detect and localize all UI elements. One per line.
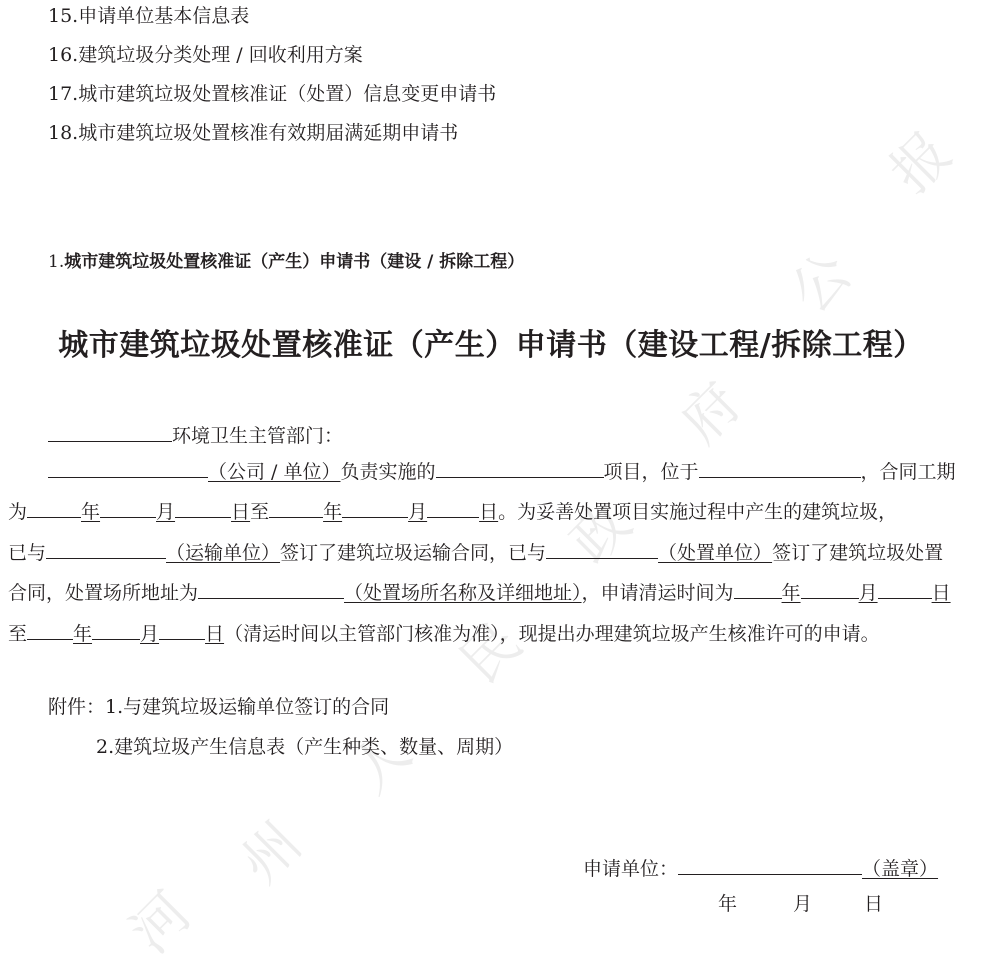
year-label: 年 [81,501,101,523]
month-label: 月 [408,501,428,523]
toc-item: 16.建筑垃圾分类处理 / 回收利用方案 [48,44,363,66]
project-located-text: 项目，位于 [603,461,699,483]
watermark-char: 州 [228,810,314,896]
day-label: 日 [931,582,951,604]
end-day-blank[interactable] [427,496,479,518]
signed-disposal-text: 签订了建筑垃圾处置 [772,542,944,564]
purpose-text: 。为妥善处置项目实施过程中产生的建筑垃圾， [498,501,898,523]
clear-end-month-blank[interactable] [92,618,140,640]
tail-text: （清运时间以主管部门核准为准），现提出办理建筑垃圾产生核准许可的申请。 [224,623,880,645]
transport-unit-blank[interactable] [46,537,166,559]
clear-month-blank[interactable] [801,577,859,599]
attachment-2: 2.建筑垃圾产生信息表（产生种类、数量、周期） [96,736,514,758]
toc-item: 17.城市建筑垃圾处置核准证（处置）信息变更申请书 [48,83,497,105]
day-label: 日 [231,501,251,523]
site-hint: （处置场所名称及详细地址） [344,582,582,604]
signature-date [718,892,883,916]
company-hint: （公司 / 单位） [208,461,341,483]
end-year-blank[interactable] [269,496,323,518]
form-line-4 [8,537,943,565]
form-line-3 [8,496,897,524]
seal-hint: （盖章） [862,858,939,880]
clear-day-blank[interactable] [878,577,932,599]
section-number: 1. [48,252,65,272]
wei-text: 为 [8,501,28,523]
document-title: 城市建筑垃圾处置核准证（产生）申请书（建设工程/拆除工程） [58,328,924,363]
attachment-1: 附件：1.与建筑垃圾运输单位签订的合同 [48,696,390,718]
signature-line [583,853,938,881]
year-label: 年 [718,893,738,915]
toc-item: 18.城市建筑垃圾处置核准有效期届满延期申请书 [48,122,459,144]
month-label: 月 [156,501,176,523]
start-day-blank[interactable] [175,496,231,518]
month-label: 月 [793,893,813,915]
toc-item: 15.申请单位基本信息表 [48,5,250,27]
month-label: 月 [140,623,160,645]
form-line-2 [48,456,956,484]
already-with-text: 已与 [8,542,47,564]
location-blank[interactable] [699,456,861,478]
end-month-blank[interactable] [342,496,408,518]
watermark-char: 政 [558,490,644,576]
watermark-char: 报 [878,120,964,206]
disposal-unit-hint: （处置单位） [658,542,773,564]
year-label: 年 [73,623,93,645]
watermark-char: 人 [338,720,424,806]
transport-unit-hint: （运输单位） [166,542,281,564]
to-text: 至 [8,623,28,645]
clear-time-text: ，申请清运时间为 [581,582,734,604]
responsible-text: 负责实施的 [340,461,436,483]
company-blank[interactable] [48,456,208,478]
day-label: 日 [205,623,225,645]
clear-end-year-blank[interactable] [27,618,73,640]
applicant-blank[interactable] [678,853,862,875]
watermark-char: 河 [118,880,204,966]
clear-year-blank[interactable] [734,577,782,599]
dept-label: 环境卫生主管部门： [172,425,344,447]
section-label: 城市建筑垃圾处置核准证（产生）申请书（建设 / 拆除工程） [64,252,525,272]
dept-blank[interactable] [48,420,172,442]
applicant-label: 申请单位： [583,858,679,880]
start-year-blank[interactable] [27,496,81,518]
year-label: 年 [781,582,801,604]
form-line-6 [8,618,880,646]
section-heading [48,250,524,274]
day-label: 日 [479,501,499,523]
month-label: 月 [858,582,878,604]
day-label: 日 [864,893,884,915]
start-month-blank[interactable] [100,496,156,518]
signed-transport-text: 签订了建筑垃圾运输合同，已与 [280,542,547,564]
contract-site-text: 合同，处置场所地址为 [8,582,199,604]
project-blank[interactable] [436,456,604,478]
clear-end-day-blank[interactable] [159,618,205,640]
disposal-unit-blank[interactable] [546,537,658,559]
year-label: 年 [323,501,343,523]
site-blank[interactable] [198,577,344,599]
form-line-5 [8,577,951,605]
to-text: 至 [250,501,270,523]
contract-period-text: ，合同工期 [860,461,956,483]
watermark-char: 公 [778,240,864,326]
form-line-1 [48,420,343,448]
watermark-char: 府 [668,370,754,456]
watermark-char: 民 [448,610,534,696]
